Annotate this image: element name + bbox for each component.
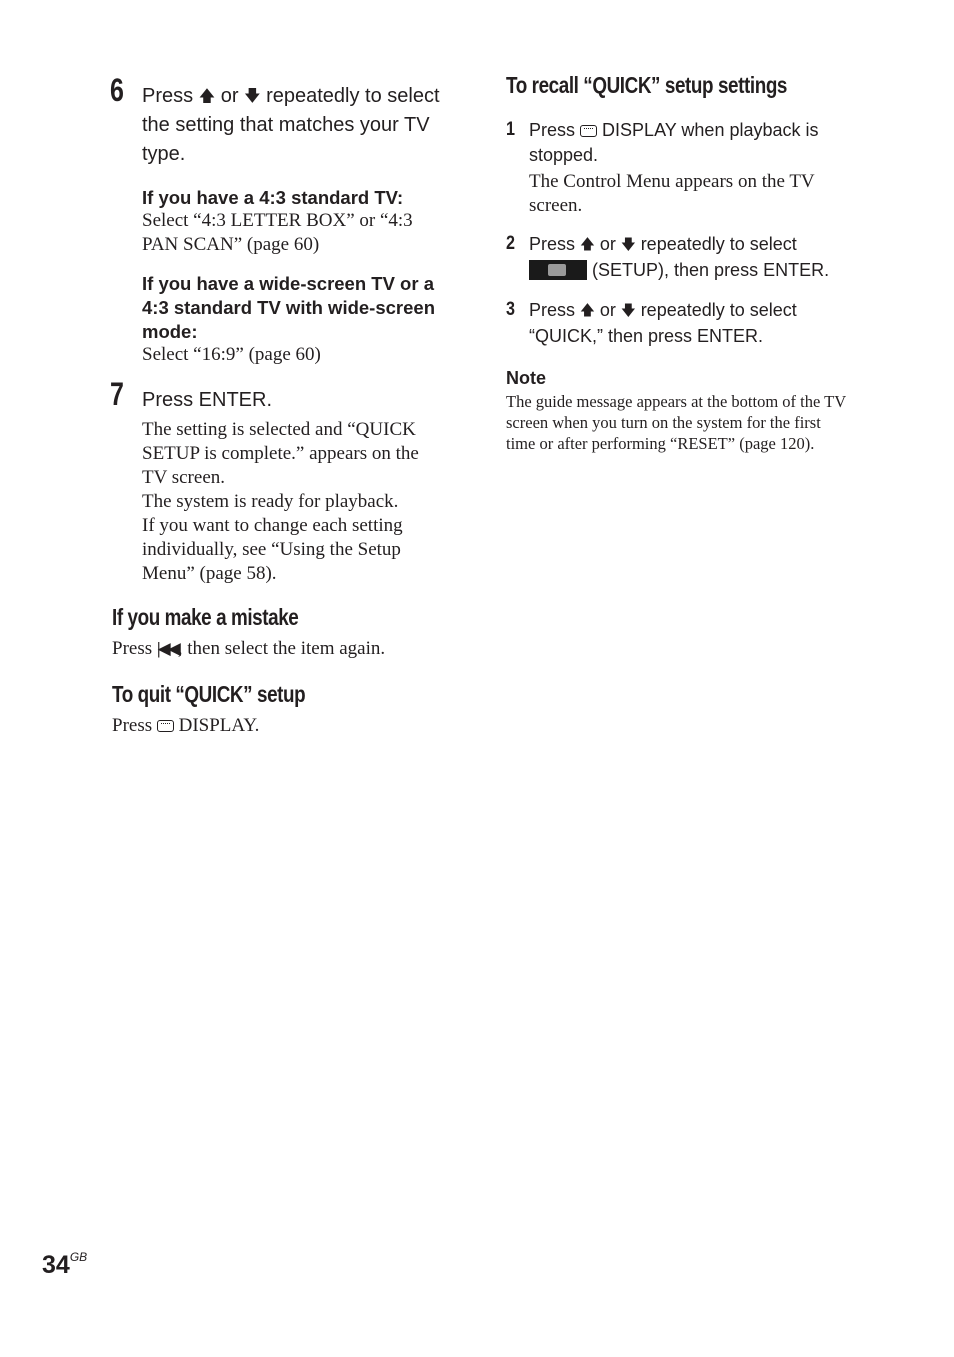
up-arrow-icon: 🡅 [580, 237, 595, 253]
recall-step-3-number: 3 [506, 299, 515, 320]
down-arrow-icon: 🡇 [620, 237, 636, 253]
case-standard-body: Select “4:3 LETTER BOX” or “4:3 PAN SCAN” (page 60) [142, 210, 413, 255]
case-standard-title: If you have a 4:3 standard TV: [142, 187, 404, 208]
recall-step-1-body: The Control Menu appears on the TV screen. [529, 171, 815, 216]
case-wide-body: Select “16:9” (page 60) [142, 344, 321, 365]
note-title: Note [506, 368, 546, 388]
case-wide-title: If you have a wide-screen TV or a 4:3 standard TV with wide-screen mode: [142, 273, 435, 342]
step-6-number: 6 [110, 72, 124, 108]
recall-step-3-text: Press 🡅 or 🡇 repeatedly to select “QUICK,” then press ENTER. [529, 300, 797, 346]
page-number: $34^{GB}$ [42, 1250, 88, 1279]
step-6-text: Press 🡅 or 🡇 repeatedly to select the setting that matches your TV type. [142, 82, 472, 169]
note-body: The guide message appears at the bottom of the TV screen when you turn on the system for the first time or after performing “RESET” (page 120). [506, 392, 846, 453]
down-arrow-icon: 🡇 [244, 88, 261, 105]
up-arrow-icon: 🡅 [198, 88, 216, 105]
step-7-number: 7 [110, 376, 124, 412]
up-arrow-icon: 🡅 [580, 303, 595, 319]
down-arrow-icon: 🡇 [620, 303, 636, 319]
step-7-body-3: If you want to change each setting individually, see “Using the Setup Menu” (page 58). [142, 515, 403, 584]
recall-step-2-text: Press 🡅 or 🡇 repeatedly to select (SETUP), then press ENTER. [529, 234, 830, 280]
setup-toolbox-icon [529, 260, 587, 280]
previous-track-icon: |◀◀ [156, 639, 178, 658]
recall-step-2-number: 2 [506, 233, 515, 254]
recall-heading: To recall “QUICK” setup settings [506, 72, 788, 98]
step-7-body-1: The setting is selected and “QUICK SETUP is complete.” appears on the TV screen. [142, 419, 419, 488]
page-suffix: GB [69, 1250, 88, 1264]
display-icon [580, 125, 597, 137]
step-7-body-2: The system is ready for playback. [142, 491, 399, 512]
recall-step-1-number: 1 [506, 119, 515, 140]
quit-heading: To quit “QUICK” setup [112, 681, 306, 707]
mistake-body: Press |◀◀, then select the item again. [112, 638, 386, 659]
display-icon [157, 720, 174, 732]
mistake-heading: If you make a mistake [112, 604, 299, 630]
step-7-text: Press ENTER. [142, 389, 273, 411]
recall-step-1-text: Press DISPLAY when playback is stopped. [529, 120, 819, 165]
quit-body: Press DISPLAY. [112, 715, 260, 736]
